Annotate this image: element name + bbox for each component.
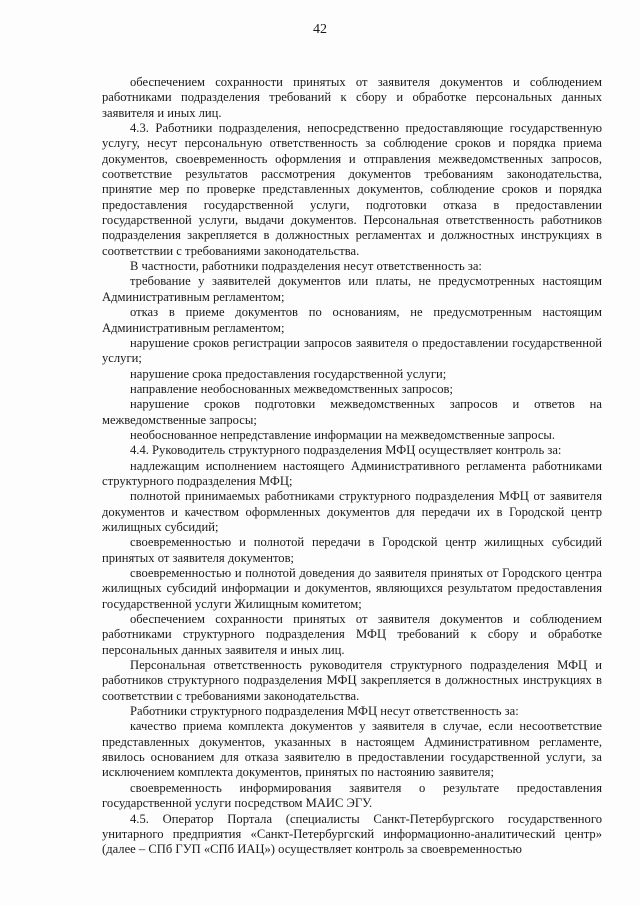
paragraph: 4.3. Работники подразделения, непосредственно предоставляющие государственную услугу, несут персональную ответственность за соблюдение сроков и порядка приема документов, своевременность оформления и отправления межведомственных запросов, соответствие результатов рассмотрения документов требованиям законодательства, принятие мер по проверке представленных документов, соблюдение сроков и порядка предоставления государственной услуги, подготовки отказа в предоставлении государственной услуги, выдачи документов. Персональная ответственность работников подразделения закрепляется в должностных регламентах и должностных инструкциях в соответствии с требованиями законодательства. [102, 121, 602, 258]
document-body [102, 75, 602, 858]
paragraph: 4.4. Руководитель структурного подразделения МФЦ осуществляет контроль за: [130, 443, 562, 458]
paragraph: Персональная ответственность руководителя структурного подразделения МФЦ и работников структурного подразделения МФЦ закрепляется в должностных инструкциях в соответствии с требованиями законодательства. [102, 658, 602, 703]
paragraph: нарушение сроков регистрации запросов заявителя о предоставлении государственной услуги; [102, 335, 602, 366]
paragraph: обеспечением сохранности принятых от заявителя документов и соблюдением работниками структурного подразделения МФЦ требований к сбору и обработке персональных данных заявителя и иных лиц. [102, 612, 602, 657]
paragraph: необоснованное непредставление информации на межведомственные запросы. [130, 427, 556, 442]
paragraph: нарушение сроков подготовки межведомственных запросов и ответов на межведомственные запросы; [102, 397, 602, 427]
paragraph: отказ в приеме документов по основаниям, не предусмотренным настоящим Административным регламентом; [102, 305, 602, 335]
paragraph: своевременность информирования заявителя о результате предоставления государственной услуги посредством МАИС ЭГУ. [102, 780, 602, 811]
paragraph: требование у заявителей документов или платы, не предусмотренных настоящим Административным регламентом; [102, 274, 602, 304]
paragraph: Работники структурного подразделения МФЦ несут ответственность за: [130, 704, 519, 719]
page-number: 42 [313, 22, 327, 37]
paragraph: своевременностью и полнотой доведения до заявителя принятых от Городского центра жилищных субсидий информации и документов, являющихся результатом предоставления государственной услуги Жилищным комитетом; [102, 566, 602, 611]
paragraph: В частности, работники подразделения несут ответственность за: [130, 259, 482, 274]
paragraph: качество приема комплекта документов у заявителя в случае, если несоответствие представленных документов, указанных в настоящем Административном регламенте, явилось основанием для отказа заявителю в предоставлении государственной услуги, за исключением комплекта документов, принятых по настоянию заявителя; [102, 719, 602, 780]
paragraph: надлежащим исполнением настоящего Административного регламента работниками структурного подразделения МФЦ; [102, 458, 602, 488]
paragraph: обеспечением сохранности принятых от заявителя документов и соблюдением работниками подразделения требований к сбору и обработке персональных данных заявителя и иных лиц. [102, 75, 602, 120]
paragraph: своевременностью и полнотой передачи в Городской центр жилищных субсидий принятых от заявителя документов; [102, 535, 602, 565]
paragraph: полнотой принимаемых работниками структурного подразделения МФЦ от заявителя документов и качеством оформленных документов для передачи их в Городской центр жилищных субсидий; [102, 489, 602, 534]
paragraph: направление необоснованных межведомственных запросов; [130, 381, 453, 396]
paragraph: 4.5. Оператор Портала (специалисты Санкт-Петербургского государственного унитарного предприятия «Санкт-Петербургский информационно-аналитический центр» (далее – СПб ГУП «СПб ИАЦ») осуществляет контроль за своевременностью [102, 811, 602, 857]
paragraph: нарушение срока предоставления государственной услуги; [130, 366, 447, 381]
